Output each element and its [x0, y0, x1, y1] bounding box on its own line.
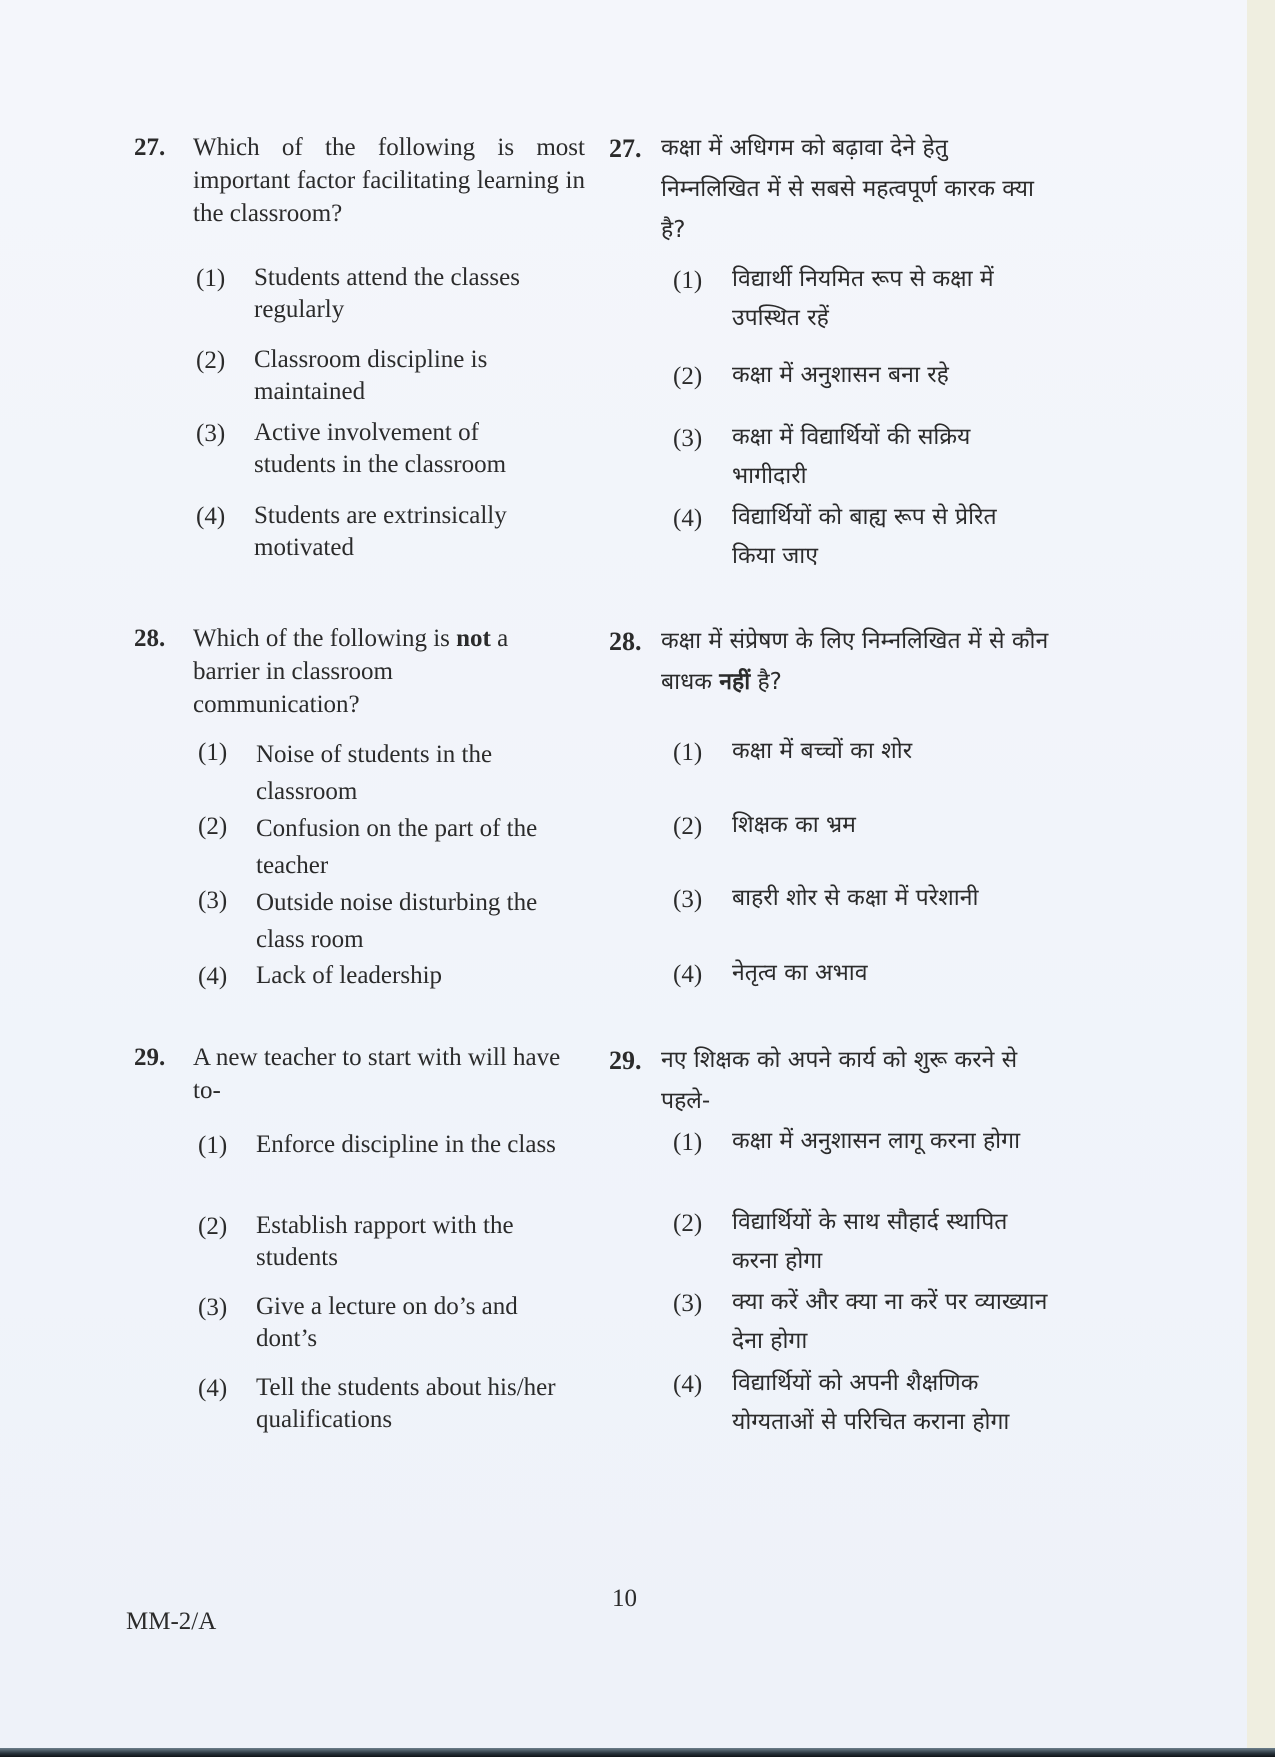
stem-text-after: a barrier in classroom communication?	[193, 625, 509, 718]
question-stem	[193, 622, 553, 721]
option-text: कक्षा में विद्यार्थियों की सक्रिय भागीदारी	[732, 424, 971, 489]
page-number: 10	[612, 1585, 637, 1612]
stem-text-before: Which of the following is	[193, 625, 457, 652]
option-label: (4)	[198, 963, 228, 990]
option-text: विद्यार्थियों के साथ सौहार्द स्थापित करना होगा	[732, 1209, 1008, 1274]
option-label: (3)	[673, 1290, 703, 1317]
option-text: बाहरी शोर से कक्षा में परेशानी	[732, 885, 979, 911]
option-text: क्या करें और क्या ना करें पर व्याख्यान देना होगा	[732, 1289, 1048, 1354]
scanner-bottom-edge	[0, 1748, 1275, 1757]
question-number: 29.	[609, 1046, 642, 1075]
option-text: Students are extrinsically motivated	[254, 502, 507, 561]
option-text: Lack of leadership	[256, 962, 443, 989]
option-text: कक्षा में अनुशासन बना रहे	[732, 362, 949, 388]
question-stem: A new teacher to start with will have to-	[193, 1044, 561, 1104]
option-text: Noise of students in the classroom	[256, 741, 493, 805]
question-stem: Which of the following is most important factor facilitating learning in the classroom?	[193, 134, 585, 227]
stem-text-before: कक्षा में संप्रेषण के लिए निम्नलिखित में से कौन बाधक	[661, 628, 1049, 695]
option-label: (1)	[196, 265, 226, 292]
option-label: (4)	[198, 1375, 228, 1402]
stem-text-after: है?	[750, 669, 782, 695]
question-number: 27.	[609, 134, 642, 163]
option-text: कक्षा में अनुशासन लागू करना होगा	[732, 1128, 1021, 1154]
option-text: विद्यार्थियों को अपनी शैक्षणिक योग्यताओं से परिचित कराना होगा	[732, 1370, 1010, 1435]
option-label: (1)	[673, 267, 703, 294]
option-text: Outside noise disturbing the class room	[256, 889, 538, 953]
option-text: Enforce discipline in the class	[256, 1131, 556, 1158]
question-29-hindi	[609, 1040, 1059, 1490]
question-27-english	[134, 131, 594, 571]
option-label: (1)	[198, 1132, 228, 1159]
option-label: (4)	[196, 503, 226, 530]
option-label: (2)	[196, 347, 226, 374]
option-text: Classroom discipline is maintained	[254, 346, 488, 405]
option-text: शिक्षक का भ्रम	[732, 812, 856, 838]
option-text: Confusion on the part of the teacher	[256, 815, 538, 879]
option-label: (2)	[673, 1210, 703, 1237]
option-text: Establish rapport with the students	[256, 1212, 514, 1271]
option-label: (2)	[198, 813, 228, 840]
question-stem: नए शिक्षक को अपने कार्य को शुरू करने से पहले-	[661, 1047, 1018, 1114]
option-label: (3)	[198, 1294, 228, 1321]
option-text: Active involvement of students in the classroom	[254, 419, 507, 478]
question-number: 28.	[609, 627, 642, 656]
option-label: (1)	[673, 1129, 703, 1156]
option-label: (2)	[198, 1213, 228, 1240]
option-label: (3)	[673, 886, 703, 913]
option-label: (2)	[673, 363, 703, 390]
option-text: Tell the students about his/her qualifications	[256, 1374, 556, 1433]
option-label: (4)	[673, 1371, 703, 1398]
question-number: 28.	[134, 625, 166, 652]
question-stem	[661, 621, 1061, 703]
option-text: नेतृत्व का अभाव	[732, 960, 868, 986]
page-edge	[1247, 0, 1275, 1757]
option-label: (3)	[196, 420, 226, 447]
option-text: विद्यार्थियों को बाह्य रूप से प्रेरित किया जाए	[732, 504, 997, 569]
option-text: विद्यार्थी नियमित रूप से कक्षा में उपस्थित रहें	[732, 266, 994, 331]
stem-emphasis: नहीं	[719, 669, 751, 695]
booklet-code: MM-2/A	[126, 1608, 217, 1635]
option-text: Give a lecture on do’s and dont’s	[256, 1293, 518, 1352]
stem-emphasis: not	[456, 625, 491, 652]
option-label: (4)	[673, 961, 703, 988]
question-number: 29.	[134, 1044, 166, 1071]
question-27-hindi	[609, 128, 1059, 578]
option-label: (4)	[673, 505, 703, 532]
question-number: 27.	[134, 134, 166, 161]
question-29-english	[134, 1041, 594, 1441]
option-label: (3)	[198, 887, 228, 914]
option-label: (2)	[673, 813, 703, 840]
option-text: कक्षा में बच्चों का शोर	[732, 738, 913, 764]
option-label: (1)	[673, 739, 703, 766]
question-28-english	[134, 622, 594, 1002]
option-label: (1)	[198, 739, 228, 766]
option-label: (3)	[673, 425, 703, 452]
question-stem: कक्षा में अधिगम को बढ़ावा देने हेतु निम्नलिखित में से सबसे महत्वपूर्ण कारक क्या है?	[661, 135, 1034, 243]
question-28-hindi	[609, 621, 1059, 1001]
option-text: Students attend the classes regularly	[254, 264, 520, 323]
